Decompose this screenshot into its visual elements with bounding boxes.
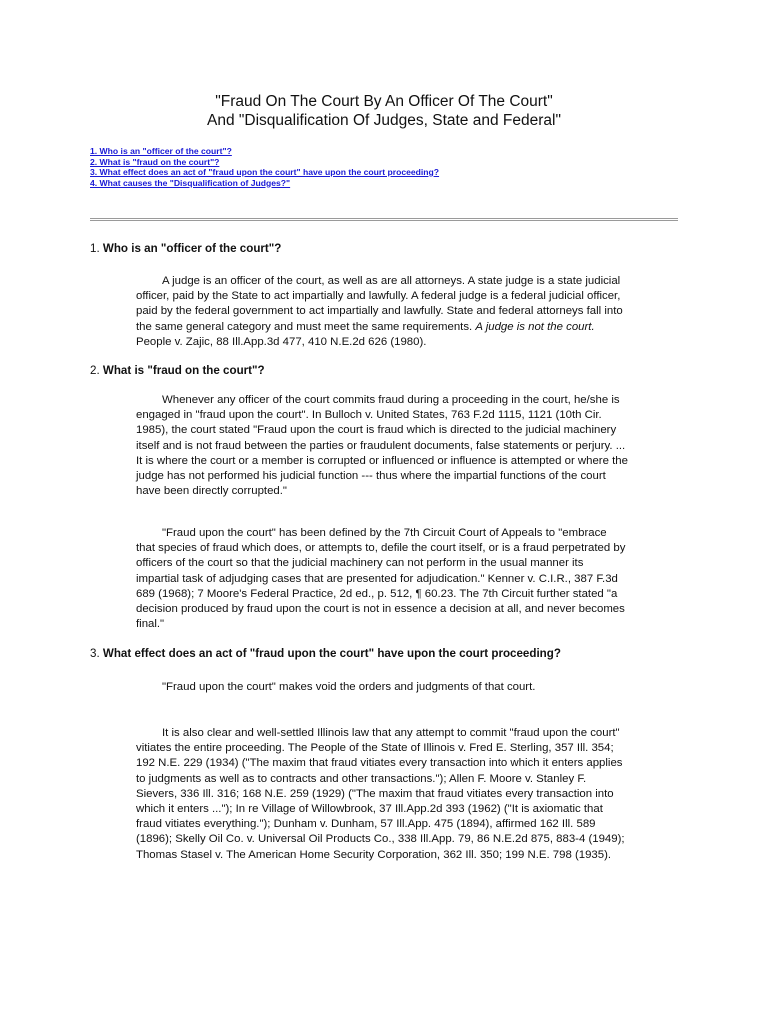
document-title-line-1: "Fraud On The Court By An Officer Of The Court": [215, 93, 553, 110]
toc-link-fraud-on-court[interactable]: 2. What is "fraud on the court"?: [90, 156, 220, 167]
text-line: It is also clear and well-settled Illinois law that any attempt to commit "fraud upon the court": [162, 727, 620, 739]
text-line: Sievers, 336 Ill. 316; 168 N.E. 259 (1929) ("The maxim that fraud vitiates every transaction into: [136, 787, 614, 800]
text-line: "Fraud upon the court" makes void the orders and judgments of that court.: [162, 681, 536, 693]
section-title: Who is an "officer of the court"?: [102, 242, 282, 255]
toc-link-effect-of-fraud[interactable]: 3. What effect does an act of "fraud upon the court" have upon the court proceeding?: [90, 167, 440, 177]
section-3-heading: [90, 647, 561, 661]
text-line: Whenever any officer of the court commits fraud during a proceeding in the court, he/she is: [162, 394, 620, 406]
text-segment: the same general category and must meet the same requirements.: [136, 320, 476, 333]
section-3-paragraph-1: [136, 680, 680, 695]
text-line: fraud vitiates everything."); Dunham v. Dunham, 57 Ill.App. 475 (1894), affirmed 162 Ill. 589: [136, 818, 596, 831]
text-line: officer, paid by the State to act impartially and lawfully. A federal judge is a federal judicial officer,: [136, 290, 621, 303]
section-title: What effect does an act of "fraud upon the court" have upon the court proceeding?: [102, 647, 561, 660]
text-line: Thomas Stasel v. The American Home Security Corporation, 362 Ill. 350; 199 N.E. 798 (1935).: [136, 848, 612, 861]
section-2-heading: [90, 364, 265, 378]
text-line: A judge is an officer of the court, as well as are all attorneys. A state judge is a state judicial: [162, 275, 621, 287]
section-1-paragraph-1: [136, 274, 680, 350]
text-line: decision produced by fraud upon the court is not in essence a decision at all, and never becomes: [136, 603, 625, 616]
document-title-line-2: And "Disqualification Of Judges, State and Federal": [207, 112, 561, 129]
text-line: "Fraud upon the court" has been defined by the 7th Circuit Court of Appeals to "embrace: [162, 527, 607, 539]
section-2-paragraph-1: [136, 393, 680, 499]
toc-link-disqualification[interactable]: 4. What causes the "Disqualification of Judges?": [90, 177, 291, 188]
section-title: What is "fraud on the court"?: [102, 364, 265, 377]
section-2-paragraph-2: [136, 526, 680, 632]
text-line: engaged in "fraud upon the court". In Bulloch v. United States, 763 F.2d 1115, 1121 (10th Cir.: [136, 409, 602, 422]
text-line: [136, 320, 680, 335]
text-line: itself and is not fraud between the parties or fraudulent documents, false statements or perjury. ...: [136, 439, 626, 452]
text-line: to judgments as well as to contracts and other transactions."); Allen F. Moore v. Stanley F.: [136, 772, 587, 785]
section-1-heading: [90, 242, 281, 256]
text-line: paid by the federal government to act impartially and lawfully. State and federal attorneys fall into: [136, 305, 623, 318]
text-line: have been directly corrupted.": [136, 485, 287, 498]
text-line: vitiates the entire proceeding. The People of the State of Illinois v. Fred E. Sterling, 357 Ill. 354;: [136, 742, 614, 755]
section-3-paragraph-2: [136, 726, 680, 863]
text-line: that species of fraud which does, or attempts to, defile the court itself, or is a fraud perpetrated by: [136, 542, 626, 555]
text-line: 689 (1968); 7 Moore's Federal Practice, 2d ed., p. 512, ¶ 60.23. The 7th Circuit further stated "a: [136, 587, 618, 600]
text-line: It is where the court or a member is corrupted or influenced or influence is attempted or where the: [136, 454, 628, 467]
section-number: 1.: [90, 242, 100, 255]
section-number: 3.: [90, 647, 100, 660]
text-line: 192 N.E. 229 (1934) ("The maxim that fraud vitiates every transaction into which it enters applies: [136, 757, 623, 770]
text-line: (1896); Skelly Oil Co. v. Universal Oil Products Co., 338 Ill.App. 79, 86 N.E.2d 875, 883-4 (1949);: [136, 833, 625, 846]
toc-link-officer-of-court[interactable]: 1. Who is an "officer of the court"?: [90, 146, 232, 156]
emphasis-text: A judge is not the court.: [475, 320, 595, 333]
text-line: judge has not performed his judicial function --- thus where the impartial functions of the court: [136, 470, 606, 483]
horizontal-divider: [90, 218, 678, 221]
table-of-contents: [90, 146, 439, 188]
text-line: 1985), the court stated "Fraud upon the court is fraud which is directed to the judicial machinery: [136, 424, 617, 437]
text-line: officers of the court so that the judicial machinery can not perform in the usual manner its: [136, 557, 584, 570]
text-line: final.": [136, 618, 165, 631]
section-number: 2.: [90, 364, 100, 377]
text-line: impartial task of adjudging cases that are presented for adjudication." Kenner v. C.I.R., 387 F.3d: [136, 572, 618, 585]
text-line: which it enters ..."); In re Village of Willowbrook, 37 Ill.App.2d 393 (1962) ("It is axiomatic that: [136, 803, 603, 816]
citation-line: People v. Zajic, 88 Ill.App.3d 477, 410 N.E.2d 626 (1980).: [136, 335, 427, 348]
